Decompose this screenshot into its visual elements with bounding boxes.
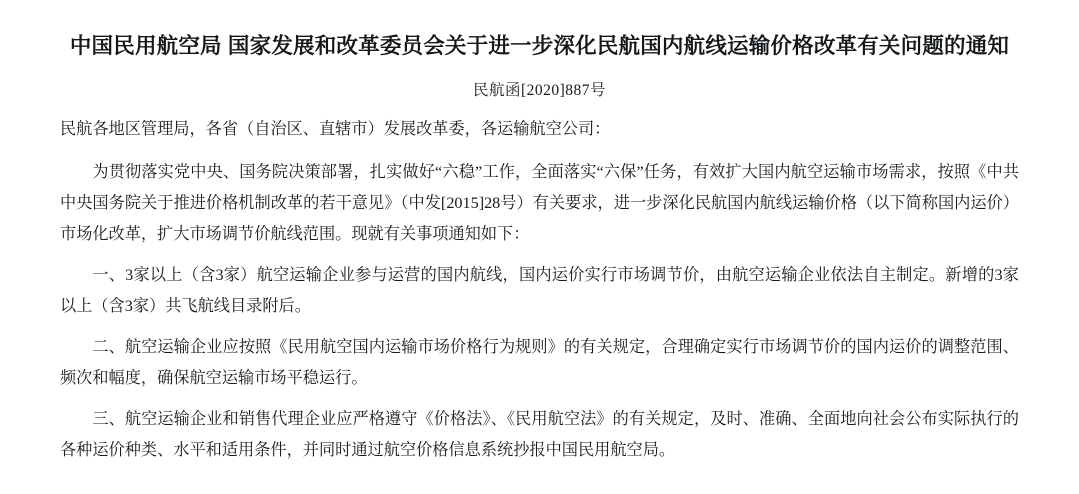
paragraph-4: 三、航空运输企业和销售代理企业应严格遵守《价格法》、《民用航空法》的有关规定，及时、准确、全面地向社会公布实际执行的各种运价种类、水平和适用条件，并同时通过航空价格信息系统抄报中国民用航空局。 [60,410,1019,459]
salutation-line: 民航各地区管理局，各省（自治区、直辖市）发展改革委，各运输航空公司： [60,120,611,138]
paragraph-1: 为贯彻落实党中央、国务院决策部署，扎实做好“六稳”工作，全面落实“六保”任务，有效扩大国内航空运输市场需求，按照《中共中央国务院关于推进价格机制改革的若干意见》（中发[2015]28号）有关要求，进一步深化民航国内航线运输价格（以下简称国内运价）市场化改革，扩大市场调节价航线范围。现就有关事项通知如下： [60,163,1019,243]
document-number: 民航函[2020]887号 [472,82,607,99]
document-title: 中国民用航空局 国家发展和改革委员会关于进一步深化民航国内航线运输价格改革有关问题的通知 [69,34,1010,58]
paragraph-3: 二、航空运输企业应按照《民用航空国内运输市场价格行为规则》的有关规定，合理确定实行市场调节价的国内运价的调整范围、频次和幅度，确保航空运输市场平稳运行。 [60,338,1019,387]
document-body [60,114,1019,466]
paragraph-2: 一、3家以上（含3家）航空运输企业参与运营的国内航线，国内运价实行市场调节价，由航空运输企业依法自主制定。新增的3家以上（含3家）共飞航线目录附后。 [60,266,1019,315]
